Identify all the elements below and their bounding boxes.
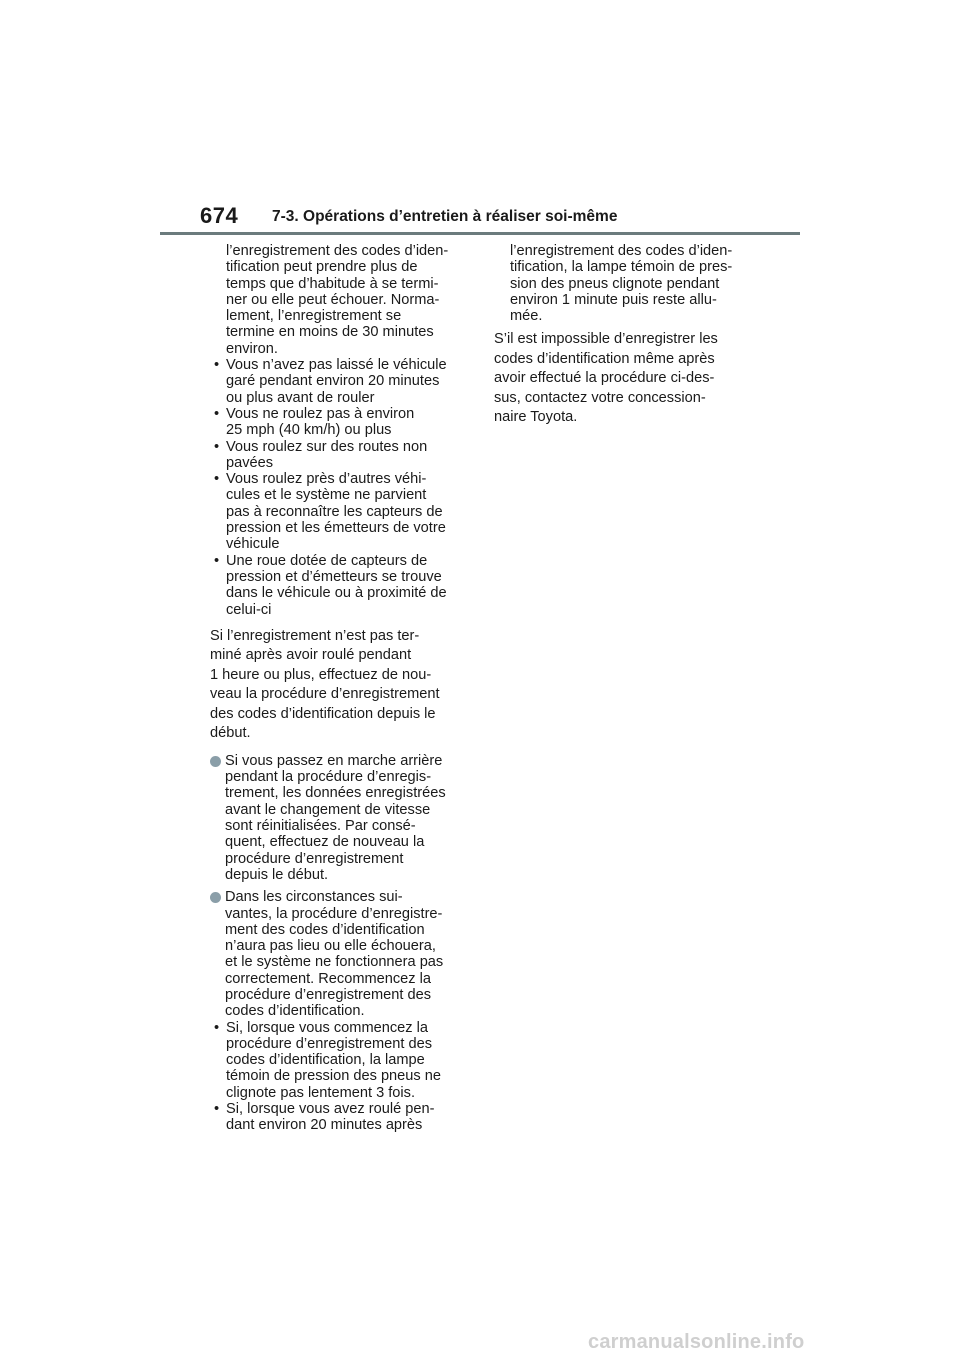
note-reverse-gear xyxy=(210,753,472,883)
text-line: procédure d’enregistrement des xyxy=(225,986,432,1003)
text-line: dant environ 20 minutes après xyxy=(226,1117,423,1134)
header-rule xyxy=(160,232,800,235)
text-line: • Vous ne roulez pas à environ xyxy=(226,405,415,422)
text-line: • Vous n’avez pas laissé le véhicule xyxy=(226,357,447,374)
condition-list xyxy=(210,357,472,618)
text-line: codes d’identification. xyxy=(225,1003,365,1020)
page-number: 674 xyxy=(200,203,239,228)
text-line: sus, contactez votre concession- xyxy=(494,389,706,406)
text-line: avoir effectué la procédure ci-des- xyxy=(494,370,715,387)
text-line: tification, la lampe témoin de pres- xyxy=(510,259,733,276)
text-line: ou plus avant de rouler xyxy=(226,389,375,406)
list-item xyxy=(210,357,472,406)
text-line: • Une roue dotée de capteurs de xyxy=(226,552,428,569)
text-line: environ 1 minute puis reste allu- xyxy=(510,291,717,308)
retry-paragraph xyxy=(210,627,472,744)
text-line: procédure d’enregistrement xyxy=(225,850,404,867)
text-line: vantes, la procédure d’enregistre- xyxy=(225,905,443,922)
text-line: miné après avoir roulé pendant xyxy=(210,647,412,664)
text-line: Si l’enregistrement n’est pas ter- xyxy=(210,627,420,644)
text-line: correctement. Recommencez la xyxy=(225,970,432,987)
text-line: sont réinitialisées. Par consé- xyxy=(225,818,416,835)
text-line: termine en moins de 30 minutes xyxy=(226,324,434,341)
text-line: 1 heure ou plus, effectuez de nou- xyxy=(210,666,432,683)
text-line: • Si, lorsque vous avez roulé pen- xyxy=(226,1101,435,1118)
left-column xyxy=(210,243,472,1140)
watermark: carmanualsonline.info xyxy=(588,1331,805,1353)
text-line: naire Toyota. xyxy=(494,409,578,426)
text-line: trement, les données enregistrées xyxy=(225,785,446,802)
section-title: 7-3. Opérations d’entretien à réaliser soi-même xyxy=(272,208,618,225)
text-line: procédure d’enregistrement des xyxy=(226,1035,433,1052)
contact-dealer-paragraph xyxy=(494,330,756,428)
text-line: avant le changement de vitesse xyxy=(225,801,431,818)
text-line: et le système ne fonctionnera pas xyxy=(225,954,444,971)
text-line: codes d’identification même après xyxy=(494,350,715,367)
list-item xyxy=(210,406,472,439)
list-item xyxy=(210,1101,472,1134)
text-line: quent, effectuez de nouveau la xyxy=(225,834,425,851)
text-line: clignote pas lentement 3 fois. xyxy=(226,1084,416,1101)
text-line: tification peut prendre plus de xyxy=(226,259,418,276)
text-line: ner ou elle peut échouer. Norma- xyxy=(226,291,440,308)
text-line: mée. xyxy=(510,308,543,325)
circle-bullet-icon xyxy=(210,892,221,903)
intro-continuation xyxy=(210,243,472,357)
text-line: pavées xyxy=(226,454,274,471)
text-line: veau la procédure d’enregistrement xyxy=(210,686,440,703)
text-line: dans le véhicule ou à proximité de xyxy=(226,585,447,602)
right-column xyxy=(494,243,756,428)
note-circumstances xyxy=(210,889,472,1133)
text-line: environ. xyxy=(226,340,278,357)
text-line: cules et le système ne parvient xyxy=(226,487,427,504)
text-line: début. xyxy=(210,725,251,742)
list-item xyxy=(210,553,472,618)
text-line: • Vous roulez sur des routes non xyxy=(226,438,428,455)
text-line: garé pendant environ 20 minutes xyxy=(226,373,440,390)
text-line: • Vous roulez près d’autres véhi- xyxy=(226,471,427,488)
circumstance-list xyxy=(210,1020,472,1134)
text-line: depuis le début. xyxy=(225,866,329,883)
text-line: ment des codes d’identification xyxy=(225,921,425,938)
text-line: celui-ci xyxy=(226,601,272,618)
text-line: pas à reconnaître les capteurs de xyxy=(226,503,443,520)
list-item xyxy=(210,471,472,552)
text-line: témoin de pression des pneus ne xyxy=(226,1068,441,1085)
text-line: pendant la procédure d’enregis- xyxy=(225,769,432,786)
text-line: S’il est impossible d’enregistrer les xyxy=(494,331,718,348)
text-line: codes d’identification, la lampe xyxy=(226,1052,425,1069)
text-line: n’aura pas lieu ou elle échouera, xyxy=(225,938,436,955)
circle-bullet-icon xyxy=(210,756,221,767)
text-line: véhicule xyxy=(226,536,280,553)
text-line: pression et d’émetteurs se trouve xyxy=(226,568,442,585)
text-line: pression et les émetteurs de votre xyxy=(226,520,446,537)
list-item xyxy=(210,1020,472,1101)
text-line: 25 mph (40 km/h) ou plus xyxy=(226,422,392,439)
list-item xyxy=(210,439,472,472)
text-line: l’enregistrement des codes d’iden- xyxy=(226,243,449,259)
text-line: Dans les circonstances sui- xyxy=(225,889,403,906)
text-line: temps que d’habitude à se termi- xyxy=(226,275,439,292)
text-line: Si vous passez en marche arrière xyxy=(225,752,443,769)
text-line: sion des pneus clignote pendant xyxy=(510,275,720,292)
text-line: l’enregistrement des codes d’iden- xyxy=(510,243,733,259)
text-line: • Si, lorsque vous commencez la xyxy=(226,1019,428,1036)
bullet-continuation xyxy=(494,243,756,324)
text-line: lement, l’enregistrement se xyxy=(226,308,402,325)
text-line: des codes d’identification depuis le xyxy=(210,705,436,722)
